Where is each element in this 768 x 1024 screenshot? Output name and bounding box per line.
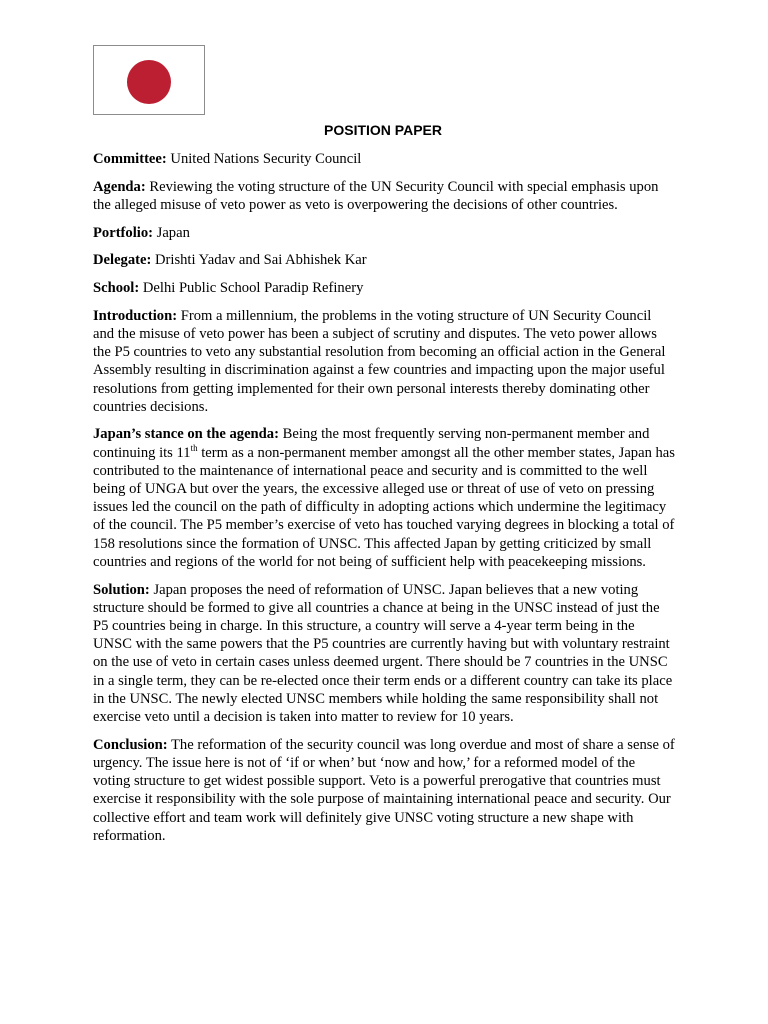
school-label: School: [93, 280, 140, 297]
document-body [93, 150, 675, 854]
conclusion-paragraph [93, 736, 675, 845]
stance-superscript: th [190, 442, 198, 453]
flag-red-disc [127, 60, 171, 104]
school-field [93, 279, 675, 297]
stance-text-before: Being the most frequently serving non-permanent member and continuing its 11 [93, 426, 650, 461]
committee-label: Committee: [93, 151, 167, 167]
solution-label: Solution: [93, 581, 150, 598]
page-title: POSITION PAPER [324, 122, 442, 138]
stance-text-after: term as a non-permanent member amongst all the other member states, Japan has contributed to the maintenance of international peace and security and is committed to the well being of UNGA but over the years, the excessive alleged use or threat of use of veto on pressing issues led the council on the path of difficulty in adopting actions which undermine the legitimacy of the council. The P5 member’s exercise of veto has touched varying degrees in blocking a total of 158 resolutions since the formation of UNSC. This affected Japan by getting criticized by small countries and regions of the world for not being of sufficient help with peacekeeping missions. [93, 444, 675, 570]
delegate-value: Drishti Yadav and Sai Abhishek Kar [155, 252, 367, 269]
committee-value: United Nations Security Council [170, 151, 362, 167]
portfolio-value: Japan [156, 224, 190, 241]
agenda-label: Agenda: [93, 178, 146, 195]
japan-flag-image [93, 45, 205, 115]
solution-paragraph [93, 581, 675, 727]
stance-label: Japan’s stance on the agenda: [93, 426, 279, 443]
committee-field [93, 150, 675, 168]
solution-text: Japan proposes the need of reformation of UNSC. Japan believes that a new voting structure should be formed to give all countries a chance at being in the UNSC instead of just the P5 countries being in charge. In this structure, a country will serve a 4-year term being in the UNSC with the same powers that the P5 countries are currently having but with voluntary restraint on the use of veto in certain cases unless deemed urgent. There should be 7 countries in the UNSC in a single term, they can be re-elected once their term ends or a different country can take its place in the UNSC. The newly elected UNSC members while holding the same responsibility shall not exercise veto until a decision is taken into matter to review for 10 years. [93, 581, 673, 725]
agenda-field [93, 178, 675, 214]
delegate-label: Delegate: [93, 252, 152, 269]
delegate-field [93, 251, 675, 269]
conclusion-text: The reformation of the security council was long overdue and most of share a sense of urgency. The issue here is not of ‘if or when’ but ‘now and how,’ for a reformed model of the voting structure to get widest possible support. Veto is a powerful prerogative that countries must exercise it responsibility with the sole purpose of maintaining international peace and security. Our collective effort and team work will definitely give UNSC voting structure a new shape with reformation. [93, 736, 675, 844]
agenda-value: Reviewing the voting structure of the UN Security Council with special emphasis upon the alleged misuse of veto power as veto is overpowering the decisions of other countries. [93, 178, 659, 213]
conclusion-label: Conclusion: [93, 736, 168, 753]
portfolio-field [93, 224, 675, 242]
stance-paragraph [93, 425, 675, 571]
introduction-label: Introduction: [93, 307, 178, 324]
portfolio-label: Portfolio: [93, 224, 153, 241]
introduction-paragraph [93, 307, 675, 416]
introduction-text: From a millennium, the problems in the voting structure of UN Security Council and the misuse of veto power has been a subject of scrutiny and disputes. The veto power allows the P5 countries to veto any substantial resolution from becoming an official action in the General Assembly resulting in discrimination against a few countries and impacting upon the major useful resolutions from getting implemented for their own personal interests thereby dominating other countries decisions. [93, 307, 666, 415]
school-value: Delhi Public School Paradip Refinery [142, 280, 364, 297]
